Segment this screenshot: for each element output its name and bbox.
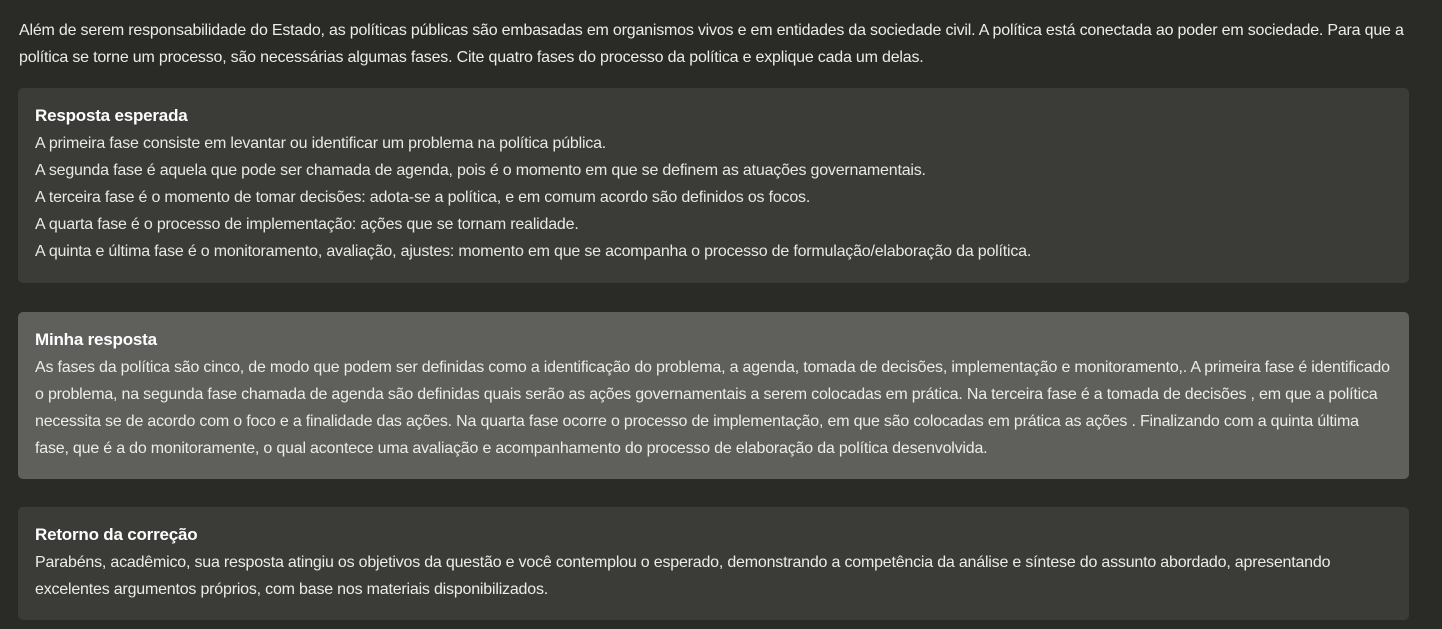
my-answer-text: As fases da política são cinco, de modo que podem ser definidas como a identificação do problema, a agenda, tomada de decisões, implementação e monitoramento,. A primeira fase é identificado o problema, na segunda fase chamada de agenda são definidas quais serão as ações governamentais a serem colocadas em prática. Na terceira fase é a tomada de decisões , em que a política necessita se de acordo com o foco e a finalidade das ações. Na quarta fase ocorre o processo de implementação, em que são colocadas em prática as ações . Finalizando com a quinta última fase, que é a do monitoramente, o qual acontece uma avaliação e acompanhamento do processo de elaboração da política desenvolvida. xyxy=(35,359,1390,457)
expected-answer-line-5: A quinta e última fase é o monitoramento, avaliação, ajustes: momento em que se acompanha o processo de formulação/elaboração da política. xyxy=(35,243,1032,260)
expected-answer-title: Resposta esperada xyxy=(35,106,188,125)
expected-answer-line-3: A terceira fase é o momento de tomar decisões: adota-se a política, e em comum acordo são definidos os focos. xyxy=(35,189,811,206)
expected-answer-line-4: A quarta fase é o processo de implementação: ações que se tornam realidade. xyxy=(35,216,579,233)
feedback-title: Retorno da correção xyxy=(35,525,198,544)
question-text: Além de serem responsabilidade do Estado, as políticas públicas são embasadas em organismos vivos e em entidades da sociedade civil. A política está conectada ao poder em sociedade. Para que a política se torne um processo, são necessárias algumas fases. Cite quatro fases do processo da política e explique cada um delas. xyxy=(19,22,1404,66)
my-answer-card xyxy=(18,312,1409,479)
expected-answer-line-2: A segunda fase é aquela que pode ser chamada de agenda, pois é o momento em que se definem as atuações governamentais. xyxy=(35,162,926,179)
feedback-card xyxy=(18,507,1409,620)
feedback-text: Parabéns, acadêmico, sua resposta atingiu os objetivos da questão e você contemplou o esperado, demonstrando a competência da análise e síntese do assunto abordado, apresentando excelentes argumentos próprios, com base nos materiais disponibilizados. xyxy=(35,554,1331,598)
expected-answer-card xyxy=(18,88,1409,283)
my-answer-title: Minha resposta xyxy=(35,330,157,349)
expected-answer-line-1: A primeira fase consiste em levantar ou identificar um problema na política pública. xyxy=(35,135,607,152)
